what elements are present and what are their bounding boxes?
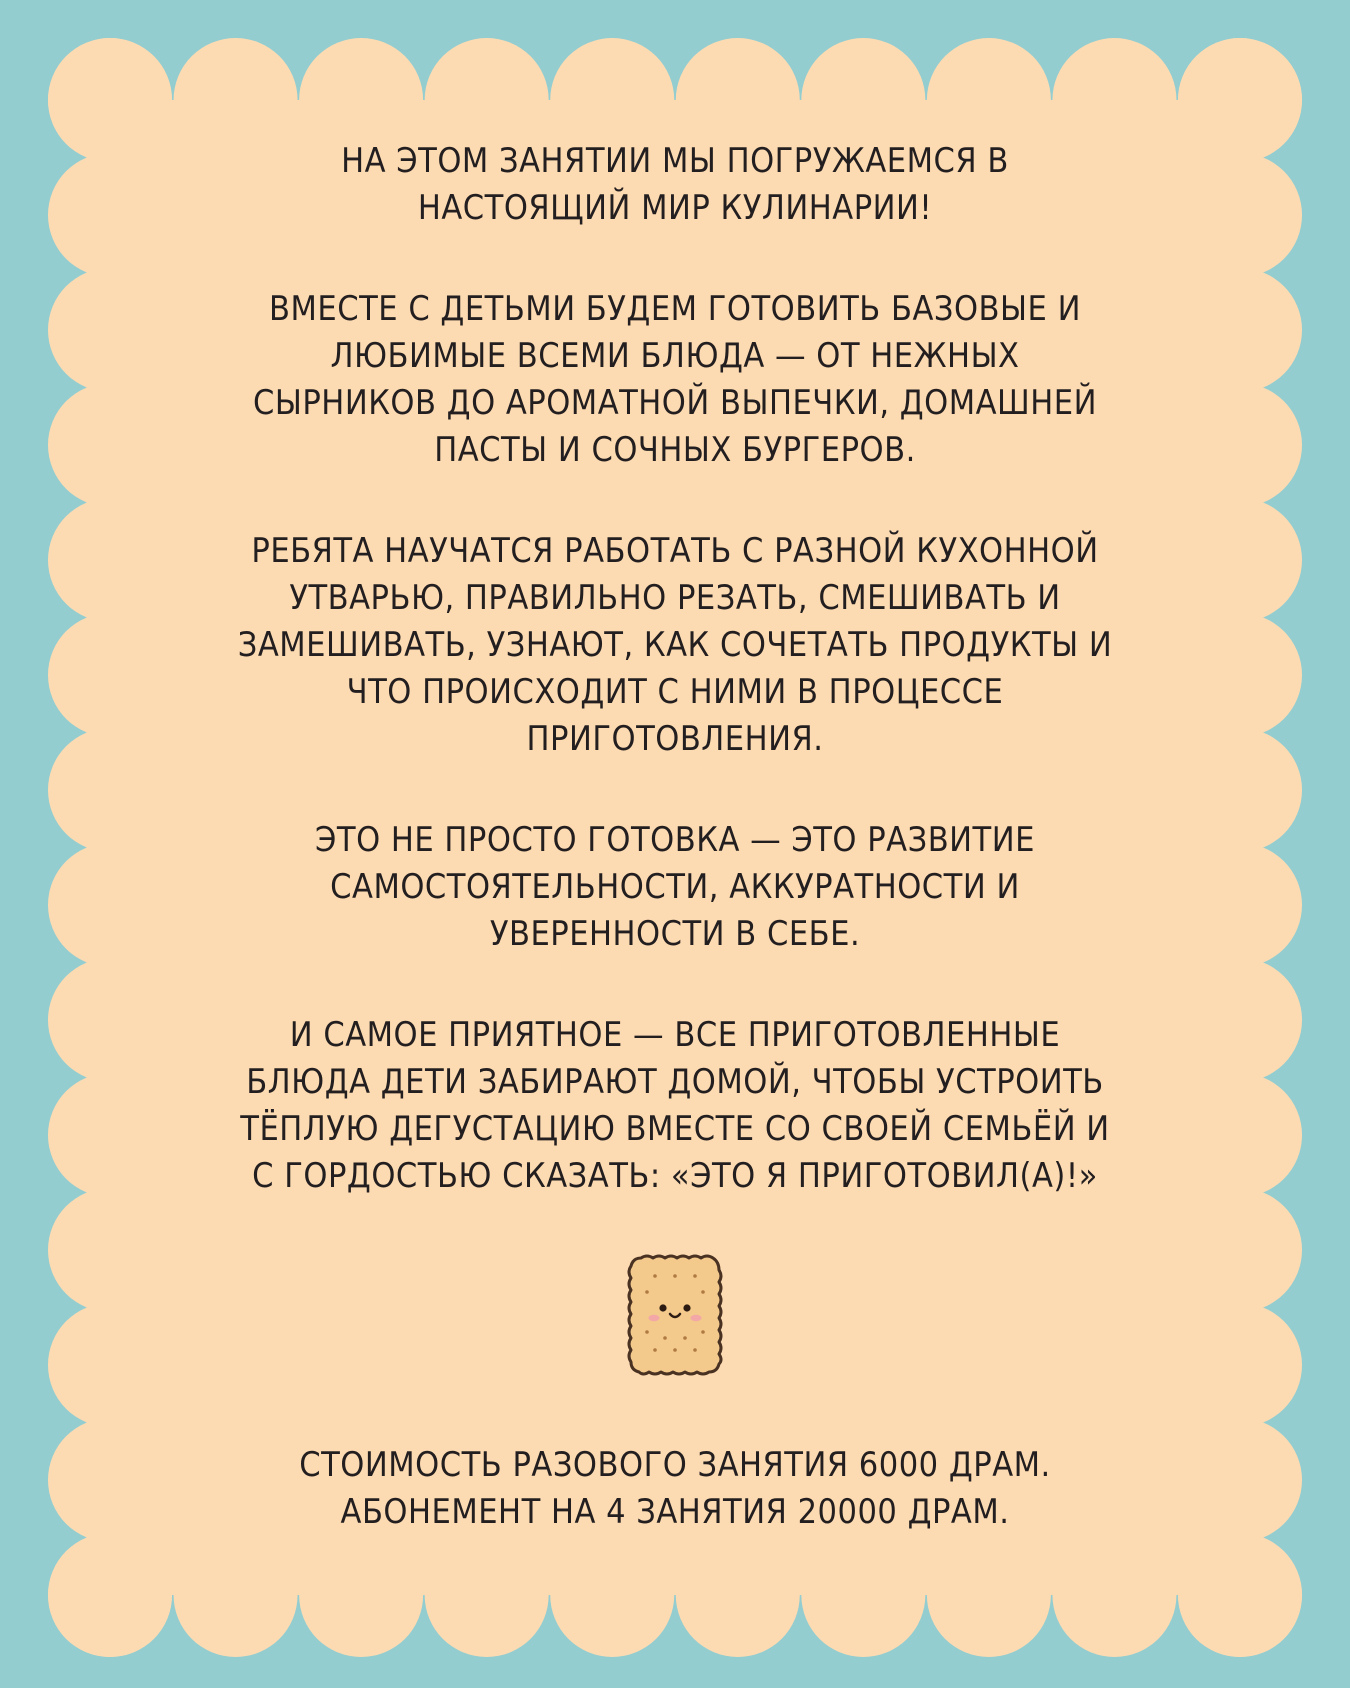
text-line: И САМОЕ ПРИЯТНОЕ — ВСЕ ПРИГОТОВЛЕННЫЕ (289, 1015, 1061, 1055)
text-line: ЧТО ПРОИСХОДИТ С НИМИ В ПРОЦЕССЕ (346, 672, 1004, 712)
price-subscription: АБОНЕМЕНТ НА 4 ЗАНЯТИЯ 20000 ДРАМ. (340, 1492, 1010, 1532)
text-line: БЛЮДА ДЕТИ ЗАБИРАЮТ ДОМОЙ, ЧТОБЫ УСТРОИТЬ (246, 1062, 1104, 1102)
text-line: СЫРНИКОВ ДО АРОМАТНОЙ ВЫПЕЧКИ, ДОМАШНЕЙ (253, 383, 1097, 423)
paragraph-tasting (120, 1012, 1230, 1200)
text-line: УТВАРЬЮ, ПРАВИЛЬНО РЕЗАТЬ, СМЕШИВАТЬ И (289, 578, 1061, 618)
text-line: ЛЮБИМЫЕ ВСЕМИ БЛЮДА — ОТ НЕЖНЫХ (330, 336, 1020, 376)
content (120, 138, 1230, 1536)
text-line: ТЁПЛУЮ ДЕГУСТАЦИЮ ВМЕСТЕ СО СВОЕЙ СЕМЬЁЙ И (240, 1109, 1110, 1149)
text-line: НА ЭТОМ ЗАНЯТИИ МЫ ПОГРУЖАЕМСЯ В (341, 141, 1009, 181)
paragraph-skills (120, 528, 1230, 763)
paragraph-intro (120, 138, 1230, 232)
text-line: НАСТОЯЩИЙ МИР КУЛИНАРИИ! (417, 188, 933, 228)
text-line: САМОСТОЯТЕЛЬНОСТИ, АККУРАТНОСТИ И (330, 867, 1020, 907)
text-line: С ГОРДОСТЬЮ СКАЗАТЬ: «ЭТО Я ПРИГОТОВИЛ(А)!» (252, 1156, 1098, 1196)
smiling-biscuit-icon (627, 1254, 723, 1376)
price-info (120, 1442, 1230, 1536)
paragraph-development (120, 817, 1230, 958)
text-line: ВМЕСТЕ С ДЕТЬМИ БУДЕМ ГОТОВИТЬ БАЗОВЫЕ И (269, 289, 1081, 329)
text-line: ЭТО НЕ ПРОСТО ГОТОВКА — ЭТО РАЗВИТИЕ (315, 820, 1035, 860)
text-line: РЕБЯТА НАУЧАТСЯ РАБОТАТЬ С РАЗНОЙ КУХОННОЙ (251, 531, 1099, 571)
paragraph-dishes (120, 286, 1230, 474)
text-line: УВЕРЕННОСТИ В СЕБЕ. (489, 914, 861, 954)
text-line: ПРИГОТОВЛЕНИЯ. (526, 719, 824, 759)
text-line: ПАСТЫ И СОЧНЫХ БУРГЕРОВ. (434, 430, 916, 470)
text-line: ЗАМЕШИВАТЬ, УЗНАЮТ, КАК СОЧЕТАТЬ ПРОДУКТЫ И (237, 625, 1113, 665)
price-single-lesson: СТОИМОСТЬ РАЗОВОГО ЗАНЯТИЯ 6000 ДРАМ. (299, 1445, 1051, 1485)
